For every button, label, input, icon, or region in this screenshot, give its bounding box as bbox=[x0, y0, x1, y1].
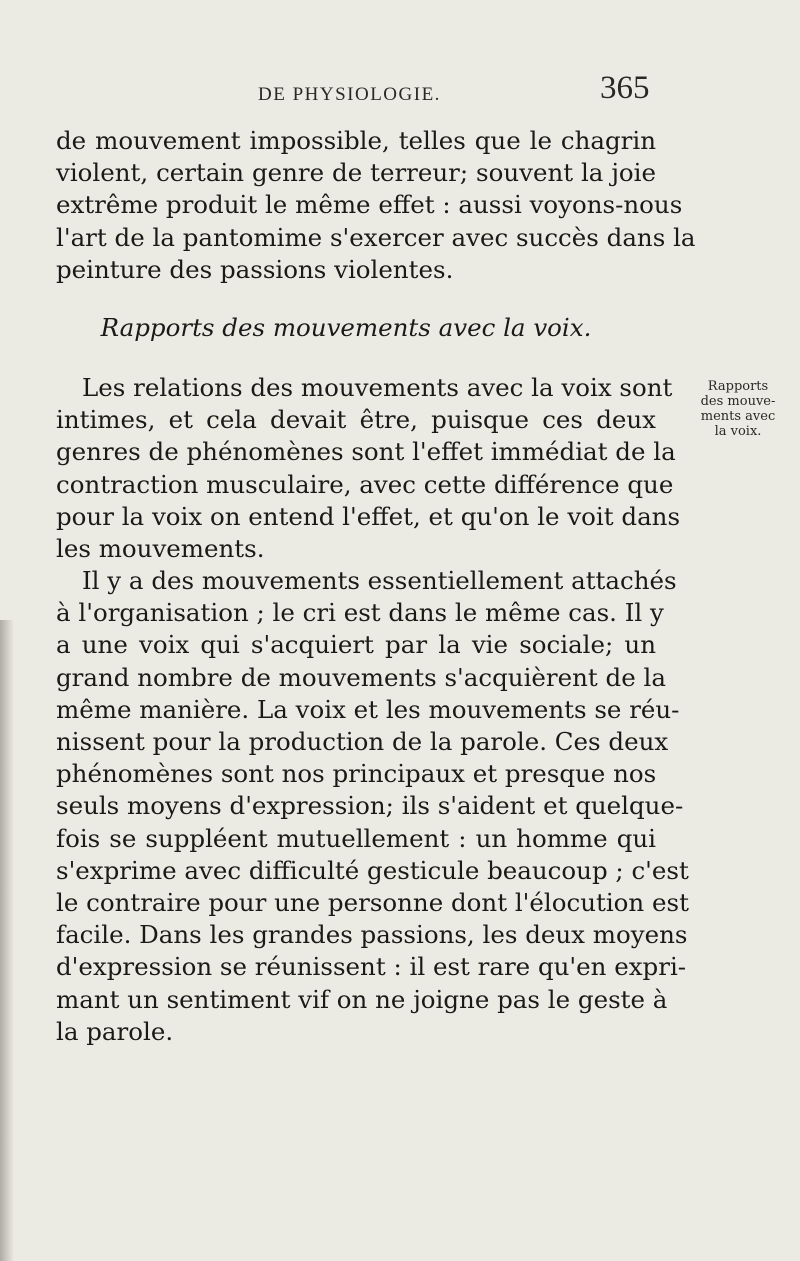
text-line: phénomènes sont nos principaux et presque nos bbox=[56, 759, 657, 789]
margin-note-line: des mouve- bbox=[700, 394, 776, 409]
running-head: DE PHYSIOLOGIE. bbox=[258, 84, 441, 105]
text-line: extrême produit le même effet : aussi voyons-nous bbox=[56, 190, 683, 220]
text-line: d'expression se réunissent : il est rare qu'en expri- bbox=[56, 952, 687, 982]
body-text bbox=[56, 125, 696, 1048]
text-line: genres de phénomènes sont l'effet immédiat de la bbox=[56, 437, 676, 467]
text-line: peinture des passions violentes. bbox=[56, 254, 454, 284]
text-line: grand nombre de mouvements s'acquièrent de la bbox=[56, 662, 666, 692]
text-line: contraction musculaire, avec cette différence que bbox=[56, 469, 674, 499]
text-line: les mouvements. bbox=[56, 533, 265, 563]
text-line: l'art de la pantomime s'exercer avec succès dans la bbox=[56, 222, 696, 252]
margin-note-line: la voix. bbox=[714, 424, 762, 439]
text-line: mant un sentiment vif on ne joigne pas le geste à bbox=[56, 984, 668, 1014]
text-line: la parole. bbox=[56, 1016, 174, 1046]
text-line: fois se suppléent mutuellement : un homme qui bbox=[56, 823, 656, 853]
text-line: facile. Dans les grandes passions, les deux moyens bbox=[56, 920, 688, 950]
text-line: violent, certain genre de terreur; souvent la joie bbox=[56, 158, 656, 188]
margin-note-line: Rapports bbox=[707, 379, 769, 394]
text-line: même manière. La voix et les mouvements se réu- bbox=[56, 694, 680, 724]
text-line: nissent pour la production de la parole. Ces deux bbox=[56, 727, 669, 756]
spacer bbox=[56, 286, 656, 312]
page-number: 365 bbox=[600, 70, 650, 106]
section-heading: Rapports des mouvements avec la voix. bbox=[100, 312, 592, 342]
text-line: pour la voix on entend l'effet, et qu'on le voit dans bbox=[56, 501, 681, 531]
text-line: a une voix qui s'acquiert par la vie sociale; un bbox=[56, 630, 656, 660]
margin-note-line: ments avec bbox=[700, 409, 776, 424]
text-line: à l'organisation ; le cri est dans le même cas. Il y bbox=[56, 598, 664, 628]
text-line: Il y a des mouvements essentiellement attachés bbox=[82, 566, 677, 596]
text-line: seuls moyens d'expression; ils s'aident et quelque- bbox=[56, 791, 684, 821]
text-line: Les relations des mouvements avec la voix sont bbox=[82, 372, 673, 402]
text-line: de mouvement impossible, telles que le chagrin bbox=[56, 126, 656, 155]
binding-shadow bbox=[0, 620, 14, 1261]
text-line: s'exprime avec difficulté gesticule beaucoup ; c'est bbox=[56, 855, 689, 885]
text-line: le contraire pour une personne dont l'élocution est bbox=[56, 887, 689, 917]
text-line: intimes, et cela devait être, puisque ces deux bbox=[56, 405, 656, 435]
margin-note bbox=[683, 379, 793, 439]
